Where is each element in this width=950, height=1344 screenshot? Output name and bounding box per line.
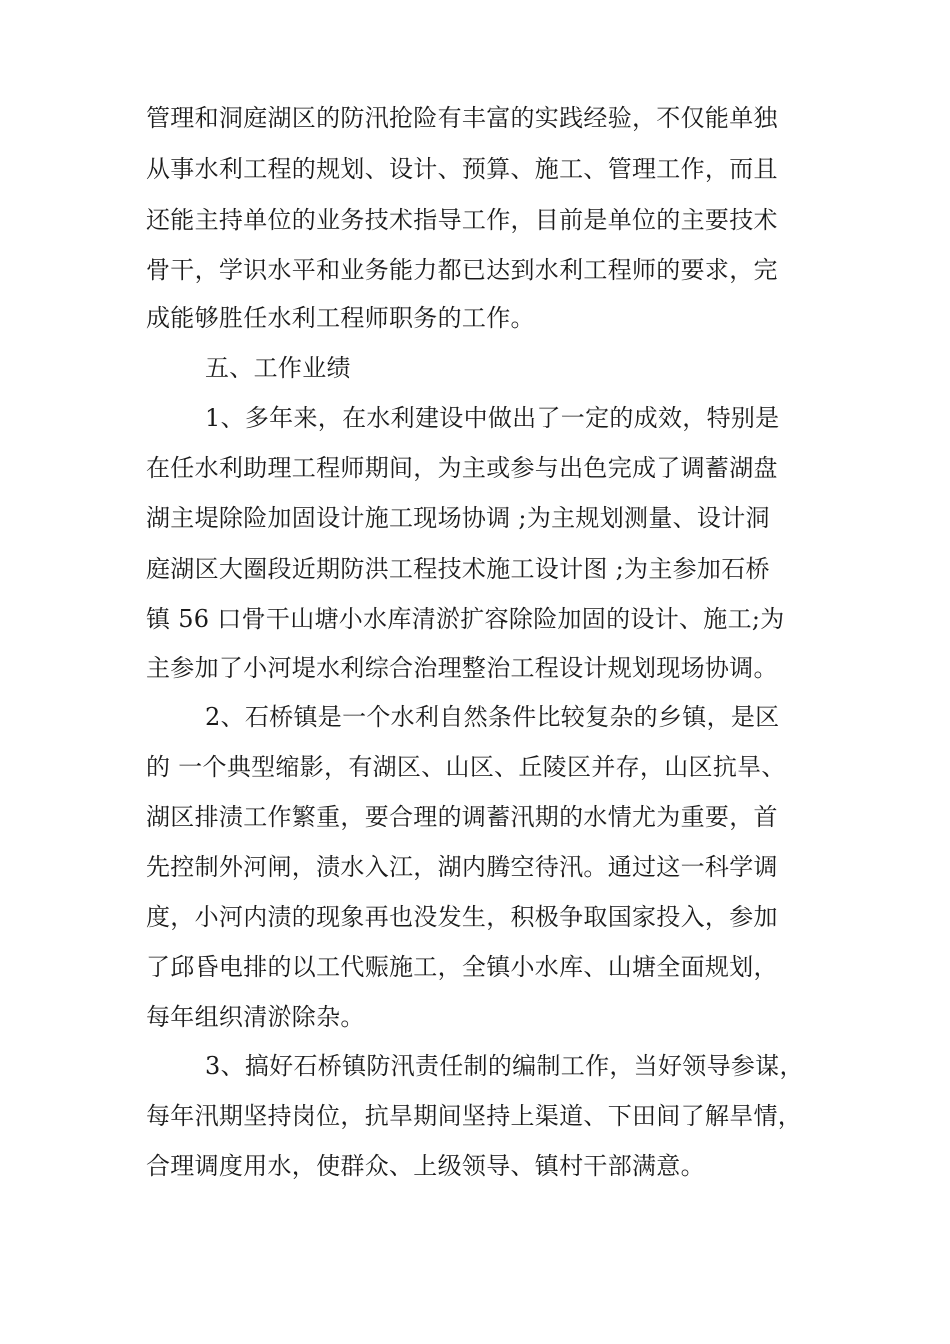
paragraph-start-line: 2、石桥镇是一个水利自然条件比较复杂的乡镇，是区 [205, 703, 780, 731]
paragraph-start-line: 1、多年来，在水利建设中做出了一定的成效，特别是 [205, 404, 780, 432]
text-line: 了邱昏电排的以工代赈施工，全镇小水库、山塘全面规划， [146, 953, 778, 981]
text-line: 镇 56 口骨干山塘小水库清淤扩容除险加固的设计、施工;为 [146, 605, 785, 633]
text-line: 每年组织清淤除杂。 [146, 1003, 365, 1031]
text-line: 成能够胜任水利工程师职务的工作。 [146, 304, 535, 332]
text-line: 从事水利工程的规划、设计、预算、施工、管理工作，而且 [146, 155, 778, 183]
text-line: 湖主堤除险加固设计施工现场协调 ;为主规划测量、设计洞 [146, 504, 770, 532]
text-line: 合理调度用水，使群众、上级领导、镇村干部满意。 [146, 1152, 705, 1180]
section-heading: 五、工作业绩 [205, 354, 351, 382]
text-line: 主参加了小河堤水利综合治理整治工程设计规划现场协调。 [146, 654, 778, 682]
text-line: 先控制外河闸，渍水入江，湖内腾空待汛。通过这一科学调 [146, 853, 778, 881]
text-line: 还能主持单位的业务技术指导工作，目前是单位的主要技术 [146, 206, 778, 234]
text-line: 骨干，学识水平和业务能力都已达到水利工程师的要求，完 [146, 256, 778, 284]
text-line: 在任水利助理工程师期间，为主或参与出色完成了调蓄湖盘 [146, 454, 778, 482]
text-line: 庭湖区大圈段近期防洪工程技术施工设计图 ;为主参加石桥 [146, 555, 770, 583]
text-line: 的 一个典型缩影，有湖区、山区、丘陵区并存，山区抗旱、 [146, 753, 786, 781]
text-line: 湖区排渍工作繁重，要合理的调蓄汛期的水情尤为重要，首 [146, 803, 778, 831]
paragraph-start-line: 3、搞好石桥镇防汛责任制的编制工作，当好领导参谋， [205, 1052, 804, 1080]
text-line: 每年汛期坚持岗位，抗旱期间坚持上渠道、下田间了解旱情， [146, 1102, 803, 1130]
text-line: 管理和洞庭湖区的防汛抢险有丰富的实践经验，不仅能单独 [146, 104, 778, 132]
text-line: 度，小河内渍的现象再也没发生，积极争取国家投入，参加 [146, 903, 778, 931]
